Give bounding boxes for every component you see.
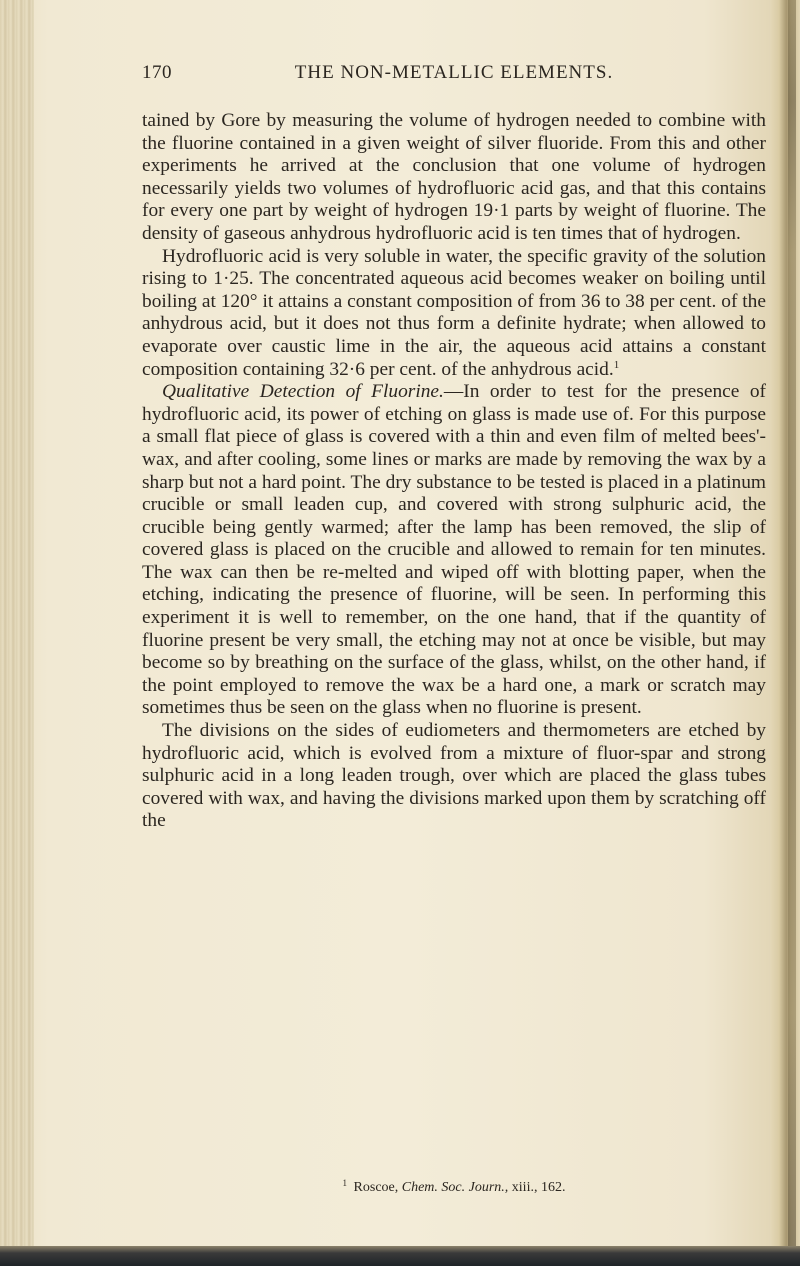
footnote-author: Roscoe, xyxy=(353,1180,399,1195)
paragraph-text: —In order to test for the presence of hydrofluoric acid, its power of etching on glass is made use of. For this purpose a small flat piece of glass is covered with a thin and even film of melted bees'-wax, and after cooling, some lines or marks are made by removing the wax by a sharp but not a hard point. The dry substance to be tested is placed in a platinum crucible or small leaden cup, and covered with strong sulphuric acid, the crucible being gently warmed; after the lamp has been removed, the slip of covered glass is placed on the crucible and allowed to remain for ten minutes. The wax can then be re-melted and wiped off with blotting paper, when the etching, indicating the presence of fluorine, will be seen. In performing this experiment it is well to remember, on the one hand, that if the quantity of fluorine present be very small, the etching may not at once be visible, but may become so by breathing on the surface of the glass, whilst, on the other hand, if the point employed to remove the wax be a hard one, a mark or scratch may sometimes thus be seen on the glass when no fluorine is present. xyxy=(142,381,766,719)
page-number: 170 xyxy=(142,62,172,83)
paragraph-text: tained by Gore by measuring the volume of hydrogen needed to combine with the fluorine contained in a given weight of silver fluoride. From this and other experiments he arrived at the conclusion that one volume of hydrogen necessarily yields two volumes of hydrofluoric acid gas, and that this contains for every one part by weight of hydrogen 19·1 parts by weight of fluorine. The density of gaseous anhydrous hydrofluoric acid is ten times that of hydrogen. xyxy=(142,110,766,244)
paragraph-solubility xyxy=(142,246,766,382)
page-edge-shadow xyxy=(788,0,796,1266)
page-header xyxy=(142,62,766,90)
paragraph-eudiometers xyxy=(142,720,766,833)
section-lead-heading: Qualitative Detection of Fluorine. xyxy=(162,381,444,403)
paragraph-qualitative-detection xyxy=(142,381,766,720)
binding-gutter xyxy=(0,0,34,1266)
footnote-journal: Chem. Soc. Journ., xyxy=(401,1180,509,1195)
paragraph-text: Hydrofluoric acid is very soluble in water, the specific gravity of the solution rising to 1·25. The concentrated aqueous acid becomes weaker on boiling until boiling at 120° it attains a constant composition of from 36 to 38 per cent. of the anhydrous acid, but it does not thus form a definite hydrate; when allowed to evaporate over caustic lime in the air, the aqueous acid attains a constant composition containing 32·6 per cent. of the anhydrous acid. xyxy=(142,245,766,380)
running-head: THE NON-METALLIC ELEMENTS. xyxy=(294,62,614,83)
footnote-mark: 1 xyxy=(342,1178,348,1188)
body-text xyxy=(142,110,766,833)
paragraph-text: The divisions on the sides of eudiometers and thermometers are etched by hydrofluoric acid, which is evolved from a mixture of fluor-spar and strong sulphuric acid in a long leaden trough, over which are placed the glass tubes covered with wax, and having the divisions marked upon them by scratching off the xyxy=(142,720,766,832)
paragraph-continued xyxy=(142,110,766,246)
footnote xyxy=(142,1174,766,1197)
footnote-citation: xiii., 162. xyxy=(511,1180,566,1195)
footnote-reference: 1 xyxy=(613,358,620,371)
scan-bottom-edge xyxy=(0,1246,800,1266)
